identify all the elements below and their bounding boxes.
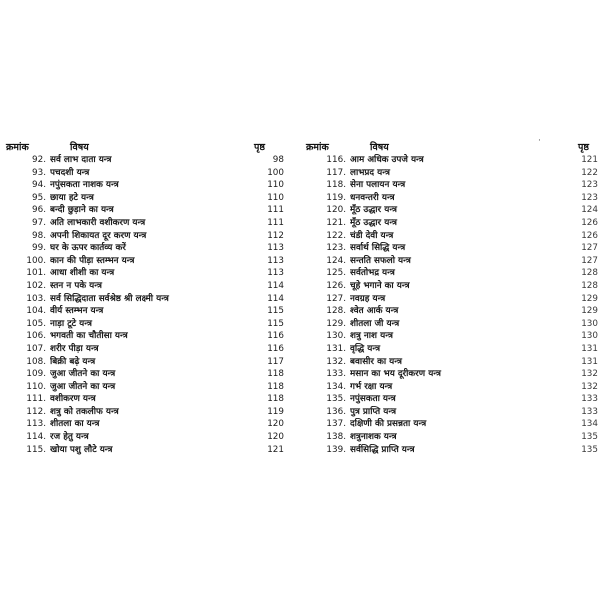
toc-row: [6, 431, 298, 444]
toc-entry-page: 121: [581, 155, 598, 165]
header-page: पृष्ठ: [578, 142, 589, 153]
toc-right-column: [306, 136, 600, 460]
toc-entry-subject: जुआ जीतने का यन्त्र: [50, 369, 116, 380]
toc-entry-page: 133: [581, 394, 598, 405]
toc-row: [306, 204, 600, 217]
toc-entry-subject: नपुंसकता यन्त्र: [350, 394, 396, 405]
toc-entry-number: 131.: [326, 343, 346, 354]
toc-entry-subject: स्तन न पके यन्त्र: [50, 280, 102, 291]
toc-entry-subject: मूँठ उद्धार यन्त्र: [350, 217, 398, 228]
toc-entry-page: 128: [581, 280, 598, 291]
toc-row: [6, 154, 298, 167]
toc-entry-page: 123: [581, 192, 598, 203]
toc-entry-number: 118.: [326, 180, 346, 191]
toc-row: [6, 293, 298, 306]
toc-entry-page: 121: [267, 444, 284, 455]
toc-entry-page: 100: [267, 167, 284, 178]
toc-entry-subject: लाभप्रद यन्त्र: [350, 167, 390, 178]
toc-entry-number: 122.: [326, 230, 346, 241]
toc-entry-subject: कान की पीड़ा स्तम्भन यन्त्र: [50, 255, 135, 266]
toc-row: [306, 393, 600, 406]
toc-entry-subject: बवासीर का यन्त्र: [350, 356, 402, 367]
toc-entry-number: 101.: [26, 268, 46, 279]
toc-entry-subject: मूँठ उद्धार यन्त्र: [350, 205, 398, 216]
toc-entry-page: 113: [267, 255, 284, 266]
toc-entry-subject: भगवती का चौतीसा यन्त्र: [50, 331, 128, 342]
toc-row: [306, 217, 600, 230]
toc-entry-subject: शत्रु को तकलीफ यन्त्र: [50, 406, 119, 417]
toc-entry-subject: चूहे भगाने का यन्त्र: [350, 280, 410, 291]
toc-entry-number: 136.: [326, 406, 346, 417]
toc-row: [6, 255, 298, 268]
toc-entry-number: 109.: [26, 369, 46, 380]
toc-entry-subject: वशीकरण यन्त्र: [50, 394, 96, 405]
toc-entry-page: 122: [581, 167, 598, 178]
toc-entry-subject: छाया हटे यन्त्र: [50, 192, 94, 203]
toc-row: [6, 318, 298, 331]
toc-entry-subject: पचदशी यन्त्र: [50, 167, 90, 178]
toc-entry-page: 127: [581, 243, 598, 254]
toc-entry-page: 118: [267, 369, 284, 380]
toc-entry-number: 123.: [326, 243, 346, 254]
toc-entry-page: 131: [581, 356, 598, 367]
toc-entry-number: 133.: [326, 369, 346, 380]
stray-mark: ·: [538, 136, 541, 146]
toc-row: [306, 154, 600, 167]
toc-entry-page: 129: [581, 306, 598, 317]
toc-entry-number: 102.: [26, 280, 46, 291]
toc-entry-subject: शरीर पीड़ा यन्त्र: [50, 343, 99, 354]
header-subject: विषय: [70, 142, 89, 153]
toc-row: [6, 242, 298, 255]
toc-entry-number: 112.: [26, 406, 46, 417]
toc-entry-page: 114: [267, 293, 284, 304]
toc-entry-subject: शत्रु नाश यन्त्र: [350, 331, 393, 342]
toc-row: [306, 343, 600, 356]
toc-entry-subject: मसान का भय दूरीकरण यन्त्र: [350, 369, 442, 380]
toc-entry-number: 97.: [32, 217, 46, 228]
toc-entry-page: 115: [267, 318, 284, 329]
toc-entry-number: 121.: [326, 217, 346, 228]
toc-row: [306, 305, 600, 318]
toc-entry-page: 119: [267, 406, 284, 417]
toc-entry-page: 120: [267, 419, 284, 430]
toc-entry-page: 127: [581, 255, 598, 266]
toc-row: [306, 192, 600, 205]
toc-entry-number: 111.: [26, 394, 46, 405]
toc-entry-number: 105.: [26, 318, 46, 329]
toc-entry-subject: रज हेतु यन्त्र: [50, 432, 89, 443]
toc-entry-number: 130.: [326, 331, 346, 342]
header-number: क्रमांक: [6, 142, 29, 153]
toc-row: [306, 293, 600, 306]
toc-entry-number: 96.: [32, 205, 46, 216]
toc-entry-number: 113.: [26, 419, 46, 430]
header-number: क्रमांक: [306, 142, 329, 153]
toc-row: [306, 368, 600, 381]
toc-left-column: [6, 136, 298, 460]
toc-entry-number: 93.: [32, 167, 46, 178]
toc-row: [6, 305, 298, 318]
toc-entry-subject: बिक्री बढ़े यन्त्र: [50, 356, 96, 367]
toc-entry-page: 132: [581, 369, 598, 380]
toc-entry-number: 132.: [326, 356, 346, 367]
toc-entry-page: 118: [267, 381, 284, 392]
toc-entry-number: 115.: [26, 444, 46, 455]
toc-row: [6, 230, 298, 243]
toc-row: [306, 381, 600, 394]
toc-left-rows: [6, 154, 298, 456]
toc-row: [6, 368, 298, 381]
toc-entry-number: 103.: [26, 293, 46, 304]
toc-entry-subject: सर्वसिद्धि प्राप्ति यन्त्र: [350, 444, 415, 455]
toc-row: [306, 330, 600, 343]
toc-entry-page: 130: [581, 331, 598, 342]
toc-row: [306, 406, 600, 419]
toc-entry-page: 129: [581, 293, 598, 304]
toc-entry-page: 131: [581, 343, 598, 354]
toc-entry-page: 116: [267, 343, 284, 354]
toc-entry-subject: घर के ऊपर कार्तव्य करें: [50, 243, 126, 254]
toc-entry-number: 124.: [326, 255, 346, 266]
toc-entry-page: 135: [581, 432, 598, 443]
toc-entry-page: 116: [267, 331, 284, 342]
toc-row: [306, 280, 600, 293]
toc-entry-page: 110: [267, 180, 284, 191]
toc-entry-subject: सर्वतोभद्र यन्त्र: [350, 268, 395, 279]
toc-entry-subject: सर्वार्थ सिद्धि यन्त्र: [350, 243, 406, 254]
toc-entry-subject: नवग्रह यन्त्र: [350, 293, 386, 304]
toc-row: [6, 381, 298, 394]
toc-entry-page: 115: [267, 306, 284, 317]
toc-entry-subject: आधा शीशी का यन्त्र: [50, 268, 115, 279]
toc-entry-page: 126: [581, 230, 598, 241]
toc-entry-subject: नपुंसकता नाशक यन्त्र: [50, 180, 119, 191]
toc-entry-subject: वीर्य स्तम्भन यन्त्र: [50, 306, 104, 317]
toc-entry-number: 99.: [32, 243, 46, 254]
toc-entry-page: 117: [267, 356, 284, 367]
toc-entry-page: 111: [267, 205, 284, 216]
toc-row: [306, 167, 600, 180]
toc-entry-number: 100.: [26, 255, 46, 266]
toc-entry-number: 127.: [326, 293, 346, 304]
toc-entry-subject: आम अधिक उपजे यन्त्र: [350, 155, 424, 165]
toc-entry-subject: शीतला जी यन्त्र: [350, 318, 400, 329]
toc-entry-number: 139.: [326, 444, 346, 455]
toc-entry-subject: अपनी शिकायत दूर करण यन्त्र: [50, 230, 147, 241]
toc-entry-number: 126.: [326, 280, 346, 291]
toc-entry-number: 134.: [326, 381, 346, 392]
toc-row: [306, 242, 600, 255]
toc-entry-subject: चंडी देवी यन्त्र: [350, 230, 394, 241]
toc-entry-subject: खोया पशु लौटे यन्त्र: [50, 444, 113, 455]
toc-entry-page: 123: [581, 180, 598, 191]
toc-entry-page: 111: [267, 217, 284, 228]
toc-row: [306, 179, 600, 192]
toc-entry-page: 124: [581, 205, 598, 216]
toc-row: [6, 267, 298, 280]
toc-row: [6, 444, 298, 457]
toc-entry-number: 137.: [326, 419, 346, 430]
toc-row: [306, 267, 600, 280]
toc-entry-page: 128: [581, 268, 598, 279]
toc-entry-page: 98: [272, 155, 284, 165]
toc-entry-number: 110.: [26, 381, 46, 392]
toc-entry-page: 130: [581, 318, 598, 329]
toc-row: [306, 356, 600, 369]
toc-row: [306, 418, 600, 431]
header-subject: विषय: [370, 142, 389, 153]
toc-entry-page: 110: [267, 192, 284, 203]
toc-row: [6, 343, 298, 356]
toc-entry-number: 125.: [326, 268, 346, 279]
toc-entry-number: 108.: [26, 356, 46, 367]
toc-entry-number: 94.: [32, 180, 46, 191]
toc-entry-number: 114.: [26, 432, 46, 443]
toc-entry-page: 113: [267, 268, 284, 279]
toc-entry-page: 126: [581, 217, 598, 228]
toc-row: [306, 444, 600, 457]
toc-entry-subject: सन्तति सफलो यन्त्र: [350, 255, 411, 266]
toc-entry-subject: श्वेत आर्क यन्त्र: [350, 306, 399, 317]
toc-entry-subject: धनवन्तरी यन्त्र: [350, 192, 395, 203]
toc-entry-number: 117.: [326, 167, 346, 178]
toc-row: [6, 179, 298, 192]
toc-entry-page: 135: [581, 444, 598, 455]
toc-entry-page: 118: [267, 394, 284, 405]
toc-entry-subject: शत्रुनाशक यन्त्र: [350, 432, 397, 443]
toc-entry-subject: वृद्धि यन्त्र: [350, 343, 381, 354]
toc-entry-subject: गर्भ रक्षा यन्त्र: [350, 381, 393, 392]
toc-entry-subject: सेना पलायन यन्त्र: [350, 180, 406, 191]
toc-entry-number: 116.: [326, 155, 346, 165]
toc-entry-number: 92.: [32, 155, 46, 165]
toc-entry-page: 112: [267, 230, 284, 241]
toc-row: [306, 318, 600, 331]
toc-entry-page: 134: [581, 419, 598, 430]
table-of-contents: [0, 136, 600, 460]
toc-entry-page: 120: [267, 432, 284, 443]
toc-row: [6, 330, 298, 343]
toc-row: [306, 255, 600, 268]
toc-entry-page: 113: [267, 243, 284, 254]
toc-row: [6, 167, 298, 180]
toc-entry-subject: नाड़ा टूटे यन्त्र: [50, 318, 92, 329]
toc-entry-subject: अति लाभकारी वशीकरण यन्त्र: [50, 217, 146, 228]
toc-right-rows: [306, 154, 600, 456]
toc-row: [6, 393, 298, 406]
toc-entry-subject: शीतला का यन्त्र: [50, 419, 100, 430]
toc-entry-subject: सर्व सिद्धिदाता सर्वश्रेष्ठ श्री लक्ष्मी यन्त्र: [50, 293, 169, 304]
toc-row: [6, 280, 298, 293]
toc-entry-number: 98.: [32, 230, 46, 241]
toc-entry-subject: दक्षिणी की प्रसन्नता यन्त्र: [350, 419, 427, 430]
toc-row: [6, 204, 298, 217]
toc-entry-number: 135.: [326, 394, 346, 405]
toc-row: [6, 406, 298, 419]
toc-entry-subject: जुआ जीतने का यन्त्र: [50, 381, 116, 392]
toc-entry-subject: सर्व लाभ दाता यन्त्र: [50, 155, 112, 165]
toc-entry-number: 120.: [326, 205, 346, 216]
toc-entry-number: 119.: [326, 192, 346, 203]
toc-entry-page: 114: [267, 280, 284, 291]
toc-row: [6, 418, 298, 431]
toc-row: [306, 431, 600, 444]
toc-entry-subject: बन्दी छुड़ाने का यन्त्र: [50, 205, 114, 216]
toc-entry-number: 95.: [32, 192, 46, 203]
toc-row: [306, 230, 600, 243]
toc-row: [6, 192, 298, 205]
header-page: पृष्ठ: [254, 142, 265, 153]
toc-row: [6, 356, 298, 369]
toc-entry-number: 104.: [26, 306, 46, 317]
toc-row: [6, 217, 298, 230]
toc-entry-number: 106.: [26, 331, 46, 342]
toc-entry-number: 129.: [326, 318, 346, 329]
toc-entry-number: 138.: [326, 432, 346, 443]
toc-entry-page: 133: [581, 406, 598, 417]
toc-entry-subject: पुत्र प्राप्ति यन्त्र: [350, 406, 397, 417]
toc-entry-number: 128.: [326, 306, 346, 317]
toc-entry-number: 107.: [26, 343, 46, 354]
toc-entry-page: 132: [581, 381, 598, 392]
